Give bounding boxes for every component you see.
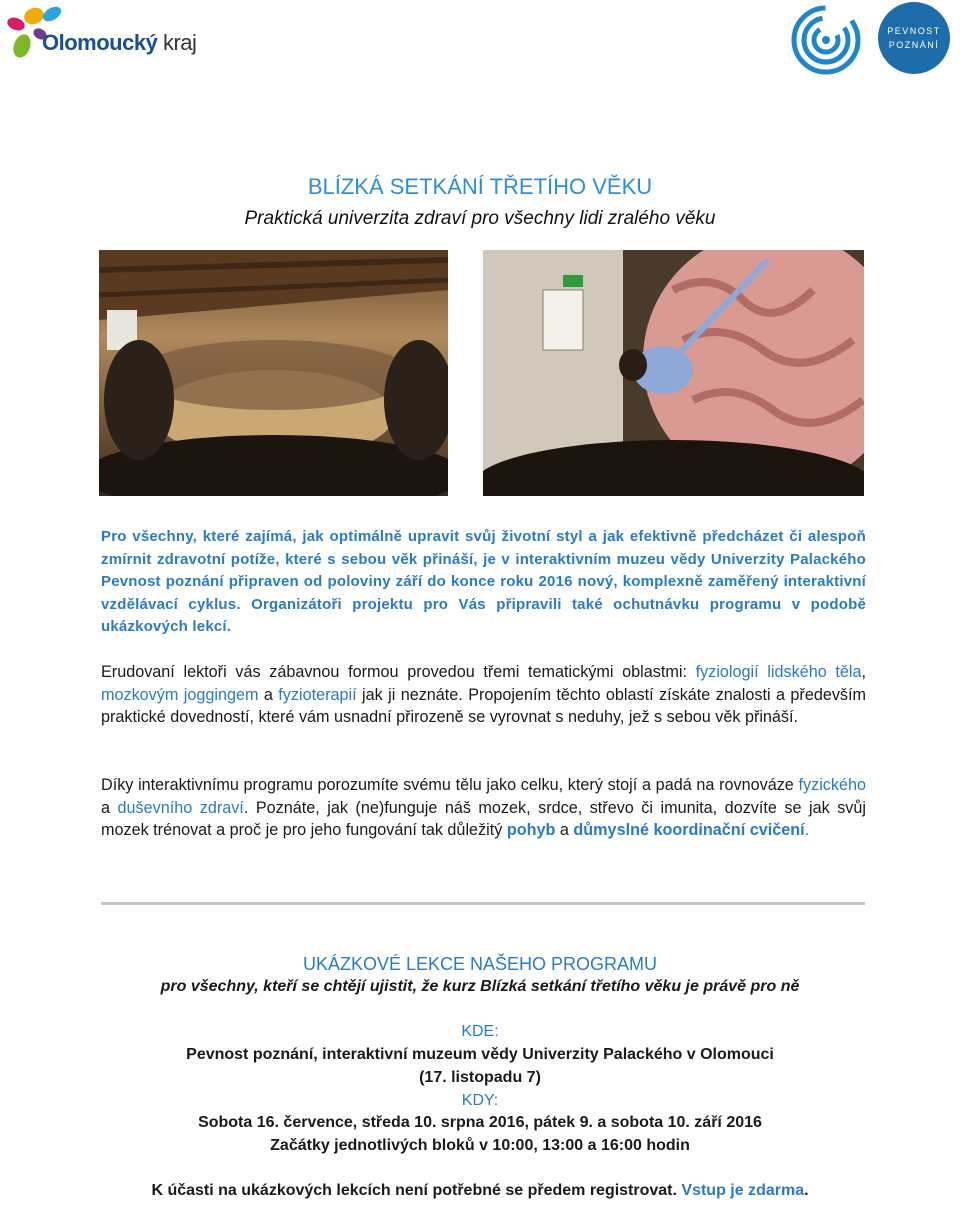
program-paragraph: [101, 774, 866, 842]
p3-text-2: a: [101, 798, 118, 817]
p3-text-5: .: [804, 821, 810, 840]
p3-text-1: Díky interaktivnímu programu porozumíte svému tělu jako celku, který stojí a padá na rovnováze: [101, 776, 799, 794]
program-title: UKÁZKOVÉ LEKCE NAŠEHO PROGRAMU: [302, 954, 658, 974]
p2-text-4: jak ji neznáte. Propojením těchto oblastí získáte znalosti a především praktické dovedností, které vám usnadní přirozeně se vyrovnat s neduhy, jež s sebou věk přináší.: [101, 685, 866, 727]
where-line-1: Pevnost poznání, interaktivní muzeum vědy Univerzity Palackého v Olomouci: [186, 1046, 774, 1063]
where-line-2: (17. listopadu 7): [419, 1069, 541, 1086]
p2-highlight-2: mozkovým joggingem: [101, 685, 259, 704]
spiral-logo-icon: [790, 2, 870, 78]
where-label: KDE:: [461, 1023, 499, 1040]
p2-text-3: a: [258, 685, 279, 704]
when-line-1: Sobota 16. července, středa 10. srpna 2016, pátek 9. a sobota 10. září 2016: [198, 1114, 762, 1131]
pevnost-poznani-logos: [790, 2, 956, 78]
p3-text-3: . Poznáte, jak (ne)funguje náš mozek, srdce, střevo či imunita, dozvíte se jak svůj mozek trénovat a proč je pro jeho fungování tak důležitý: [101, 798, 866, 840]
registration-note: [0, 1182, 960, 1200]
section-divider: [101, 902, 865, 905]
page-title: BLÍZKÁ SETKÁNÍ TŘETÍHO VĚKU: [307, 174, 653, 199]
photo-brain-exhibit: [483, 250, 864, 496]
p3-text-4: a: [555, 821, 574, 840]
when-line-2: Začátky jednotlivých bloků v 10:00, 13:00 a 16:00 hodin: [270, 1137, 690, 1154]
note-text: K účasti na ukázkových lekcích není potřebné se předem registrovat.: [151, 1182, 682, 1199]
lecturers-paragraph: [101, 661, 866, 729]
p3-highlight-2: duševního zdraví: [117, 798, 244, 817]
p3-highlight-3: pohyb: [506, 821, 556, 840]
intro-text: Pro všechny, které zajímá, jak optimálně upravit svůj životní styl a jak efektivně předcházet či alespoň zmírnit zdravotní potíže, které s sebou věk přináší, je v interaktivním muzeu vědy Univerzity Palackého Pevnost poznání připraven od poloviny září do konce roku 2016 nový, komplexně zaměřený interaktivní vzdělávací cyklus.: [101, 528, 866, 613]
page-subtitle: Praktická univerzita zdraví pro všechny lidi zralého věku: [244, 208, 716, 229]
note-end: .: [804, 1182, 809, 1199]
brand-light: kraj: [162, 30, 197, 55]
p3-highlight-4: důmyslné koordinační cvičení: [573, 821, 805, 840]
badge-line-1: PEVNOST: [887, 26, 941, 36]
intro-paragraph: [101, 526, 866, 639]
program-subtitle: pro všechny, kteří se chtějí ujistit, že kurz Blízká setkání třetího věku je právě pro ně: [160, 978, 800, 995]
photo-circle-of-seniors: [99, 250, 448, 496]
free-entry-highlight: Vstup je zdarma: [681, 1182, 805, 1199]
intro-highlight: Organizátoři projektu pro Vás připravili také ochutnávku programu v podobě ukázkových lekcí.: [101, 595, 867, 636]
brand-text: [42, 30, 196, 56]
brand-bold: Olomoucký: [42, 30, 158, 55]
p2-highlight-3: fyzioterapií: [278, 685, 357, 704]
badge-line-2: POZNÁNÍ: [888, 40, 940, 50]
p2-highlight-1: fyziologií lidského těla: [695, 663, 862, 681]
p2-text-1: Erudovaní lektoři vás zábavnou formou provedou třemi tematickými oblastmi:: [101, 663, 696, 681]
when-label: KDY:: [461, 1092, 499, 1109]
p3-highlight-1: fyzického: [798, 776, 866, 794]
olomoucky-kraj-logo: [0, 0, 220, 70]
p2-text-2: ,: [861, 663, 866, 681]
pevnost-poznani-badge: [878, 2, 950, 74]
